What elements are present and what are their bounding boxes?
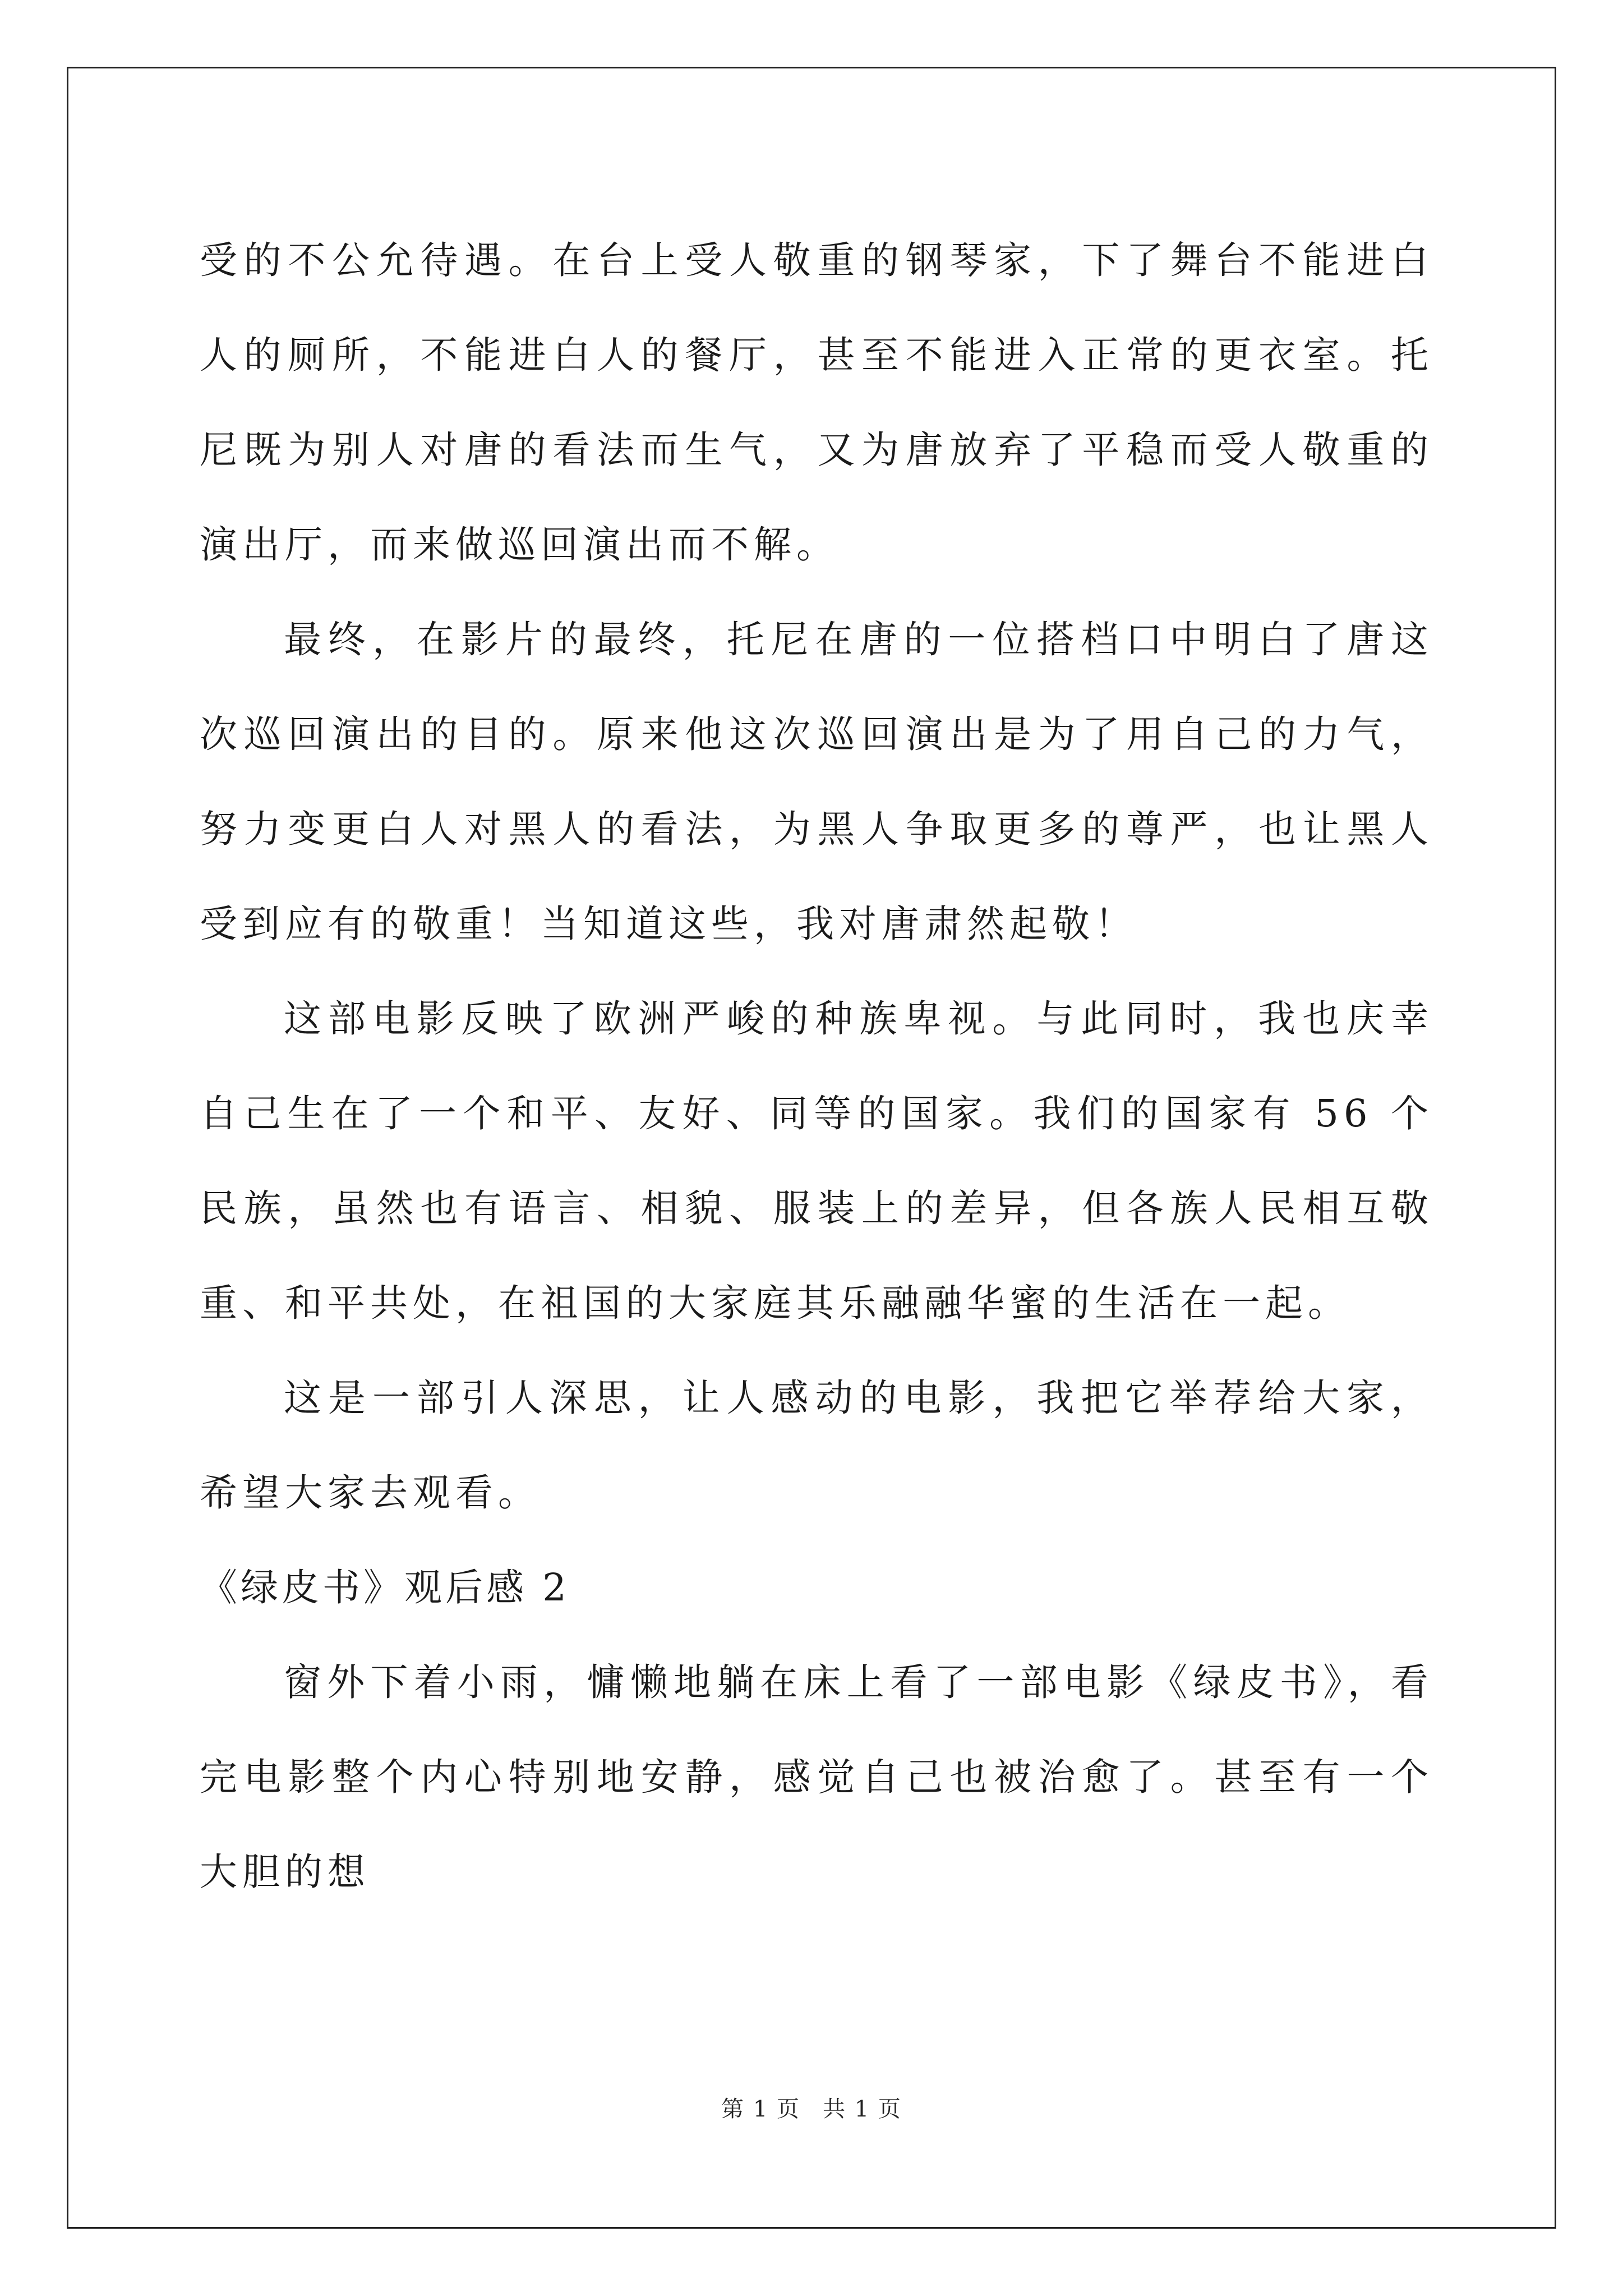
paragraph-4: 这是一部引人深思，让人感动的电影，我把它举荐给大家，希望大家去观看。 (200, 1376, 1433, 1515)
document-body (200, 213, 1433, 1920)
page-number: 第 1 页 (721, 2096, 800, 2122)
paragraph-2: 最终，在影片的最终，托尼在唐的一位搭档口中明白了唐这次巡回演出的目的。原来他这次巡回演出是为了用自己的力气，努力变更白人对黑人的看法，为黑人争取更多的尊严，也让黑人受到应有的敬重！当知道这些，我对唐肃然起敬！ (200, 618, 1433, 946)
paragraph-3: 这部电影反映了欧洲严峻的种族卑视。与此同时，我也庆幸自己生在了一个和平、友好、同等的国家。我们的国家有 56 个民族，虽然也有语言、相貌、服装上的差异，但各族人民相互敬重、和平共处，在祖国的大家庭其乐融融华蜜的生活在一起。 (200, 997, 1433, 1325)
section-paragraph: 窗外下着小雨，慵懒地躺在床上看了一部电影《绿皮书》，看完电影整个内心特别地安静，感觉自己也被治愈了。甚至有一个大胆的想 (200, 1660, 1433, 1894)
section-heading: 《绿皮书》观后感 2 (200, 1566, 570, 1609)
page-footer (0, 2091, 1623, 2123)
page-total: 共 1 页 (823, 2096, 902, 2122)
paragraph-1: 受的不公允待遇。在台上受人敬重的钢琴家，下了舞台不能进白人的厕所，不能进白人的餐厅，甚至不能进入正常的更衣室。托尼既为别人对唐的看法而生气，又为唐放弃了平稳而受人敬重的演出厅，而来做巡回演出而不解。 (200, 238, 1433, 567)
